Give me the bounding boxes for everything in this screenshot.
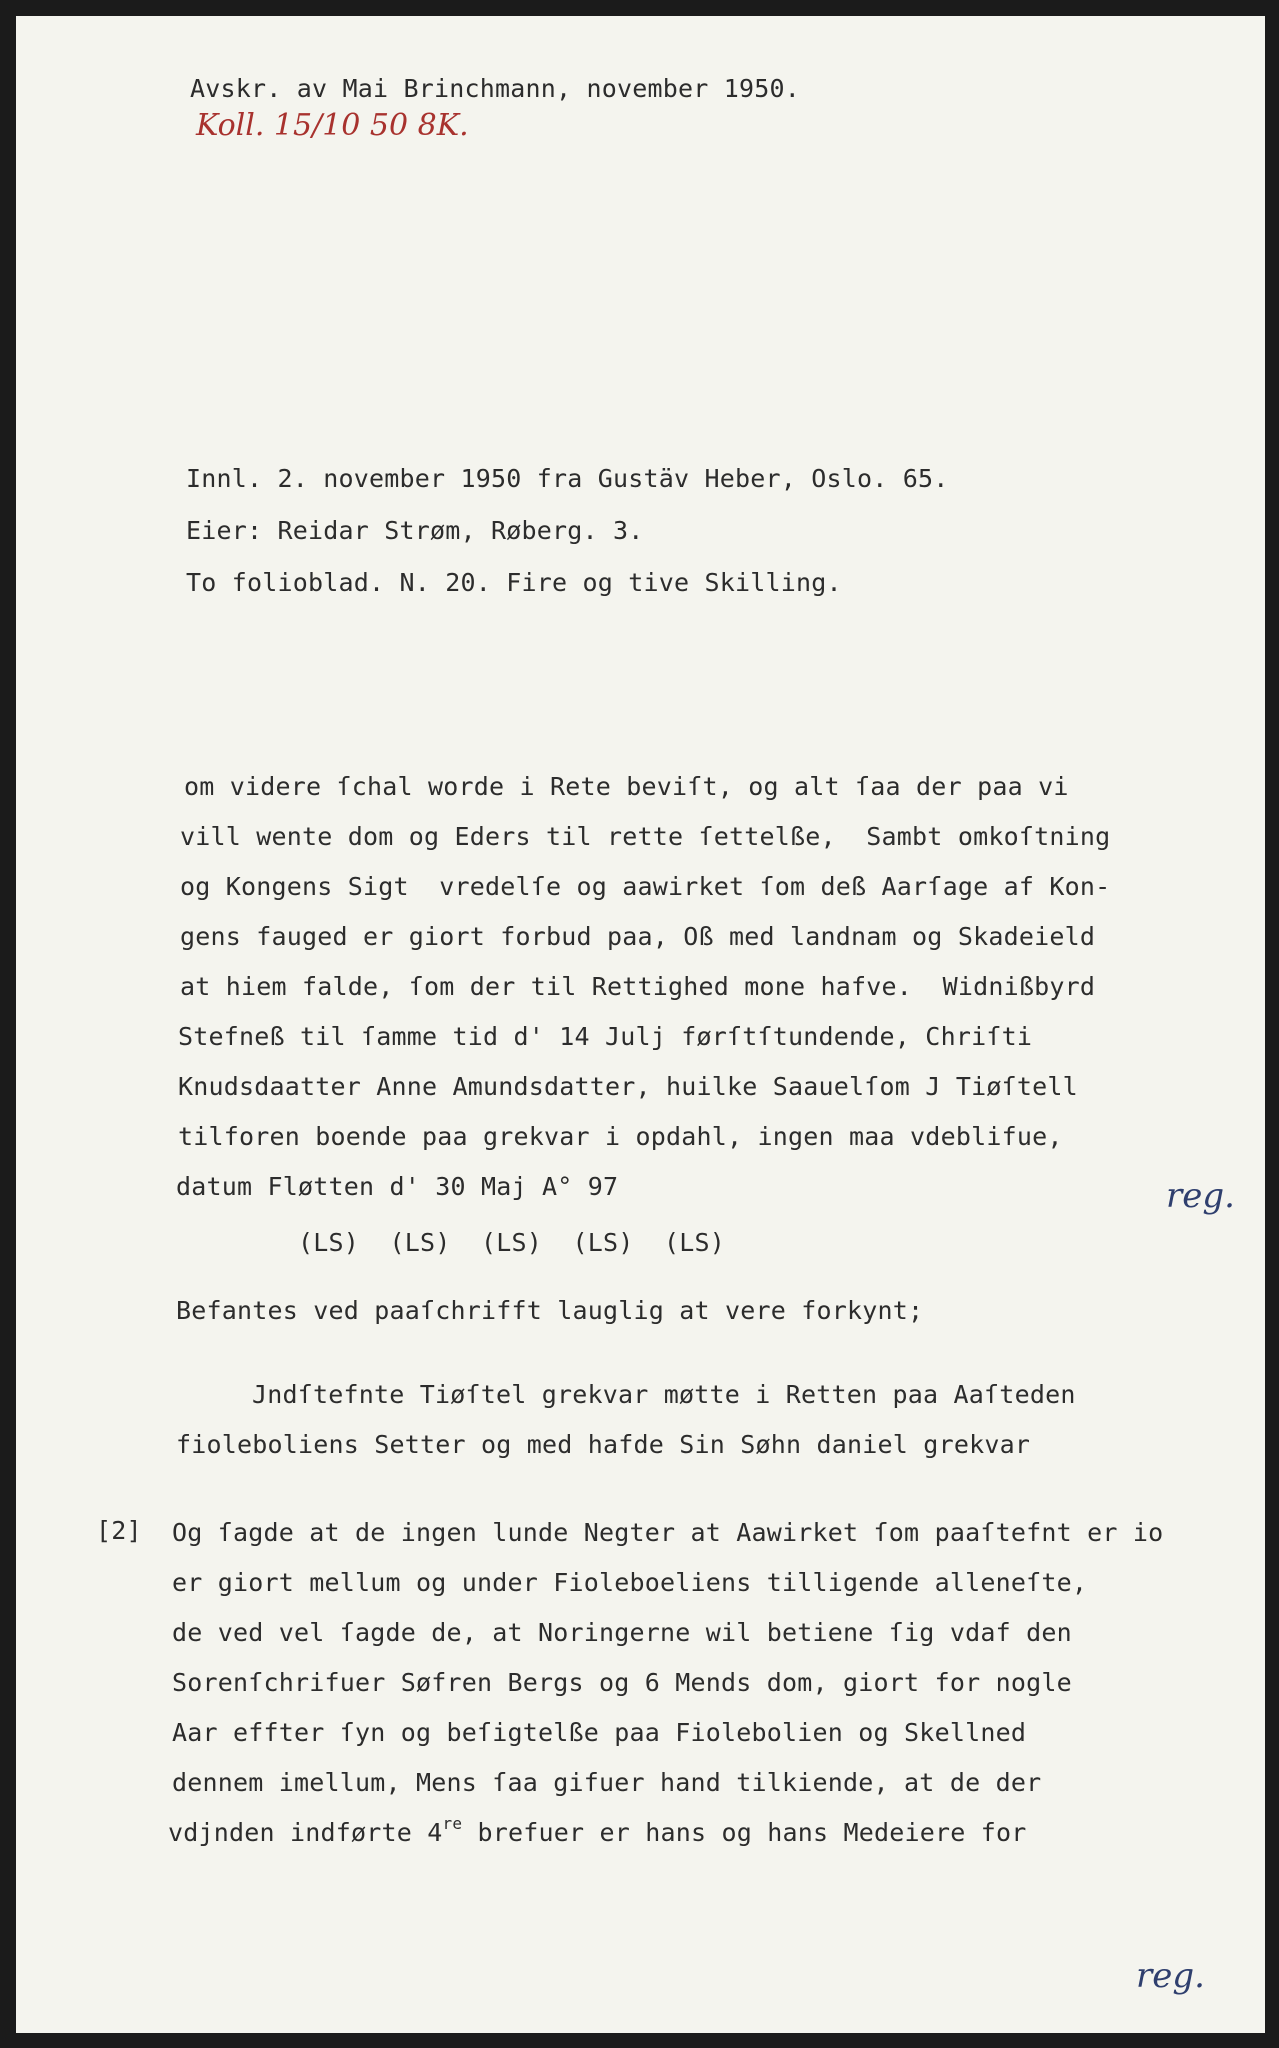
text-line: Aar effter ſyn og beſigtelße paa Fiolebolien og Skellned [172, 1718, 1027, 1747]
page-marker: [2] [96, 1516, 142, 1545]
document-page [16, 16, 1265, 2033]
text-line: er giort mellum og under Fioleboeliens tilligende alleneſte, [172, 1568, 1088, 1597]
text-line: Knudsdaatter Anne Amundsdatter, huilke Saauelſom J Tiøſtell [178, 1072, 1078, 1101]
text-line: vill wente dom og Eders til rette ſettelße, Sambt omkoſtning [180, 822, 1111, 851]
text-line: og Kongens Sigt vredelſe og aawirket ſom deß Aarſage af Kon- [180, 872, 1111, 901]
text-line: gens fauged er giort forbud paa, Oß med landnam og Skadeield [180, 922, 1096, 951]
collation-note-handwritten: Koll. 15/10 50 8K. [196, 108, 469, 143]
text-segment: brefuer er hans og hans Medeiere for [462, 1818, 1027, 1847]
text-line: Og ſagde at de ingen lunde Negter at Aawirket ſom paaſtefnt er io [172, 1518, 1164, 1547]
text-line-with-superscript [168, 1814, 1027, 1851]
text-line: Jndſtefnte Tiøſtel grekvar møtte i Retten paa Aaſteden [252, 1380, 1076, 1409]
text-line: de ved vel ſagde de, at Noringerne wil betiene ſig vdaf den [172, 1618, 1072, 1647]
text-line: Stefneß til ſamme tid d' 14 Julj førſtſtundende, Chriſti [178, 1022, 1033, 1051]
text-line: fioleboliens Setter og med hafde Sin Søhn daniel grekvar [176, 1430, 1031, 1459]
text-line: at hiem falde, ſom der til Rettighed mone hafve. Widnißbyrd [180, 972, 1096, 1001]
text-line: Sorenſchrifuer Søfren Bergs og 6 Mends dom, giort for nogle [172, 1668, 1072, 1697]
seal-marks: (LS) (LS) (LS) (LS) (LS) [298, 1228, 726, 1257]
text-line: om videre ſchal worde i Rete beviſt, og alt ſaa der paa vi [184, 772, 1069, 801]
accession-line-1: Innl. 2. november 1950 fra Gustäv Heber, Oslo. 65. [186, 464, 949, 493]
affirmation-line: Befantes ved paaſchrifft lauglig at vere forkynt; [176, 1296, 924, 1325]
margin-note-reg: reg. [1166, 1176, 1235, 1216]
accession-line-2: Eier: Reidar Strøm, Røberg. 3. [186, 516, 644, 545]
margin-note-reg: reg. [1136, 1956, 1205, 1996]
text-line: dennem imellum, Mens ſaa gifuer hand tilkiende, at de der [172, 1768, 1042, 1797]
transcription-note: Avskr. av Mai Brinchmann, november 1950. [190, 74, 801, 103]
accession-line-3: To folioblad. N. 20. Fire og tive Skilling. [186, 568, 842, 597]
superscript: re [442, 1814, 463, 1833]
text-line: tilforen boende paa grekvar i opdahl, ingen maa vdeblifue, [178, 1122, 1063, 1151]
text-line: datum Fløtten d' 30 Maj A° 97 [176, 1172, 619, 1201]
text-segment: vdjnden indførte 4 [168, 1818, 443, 1847]
